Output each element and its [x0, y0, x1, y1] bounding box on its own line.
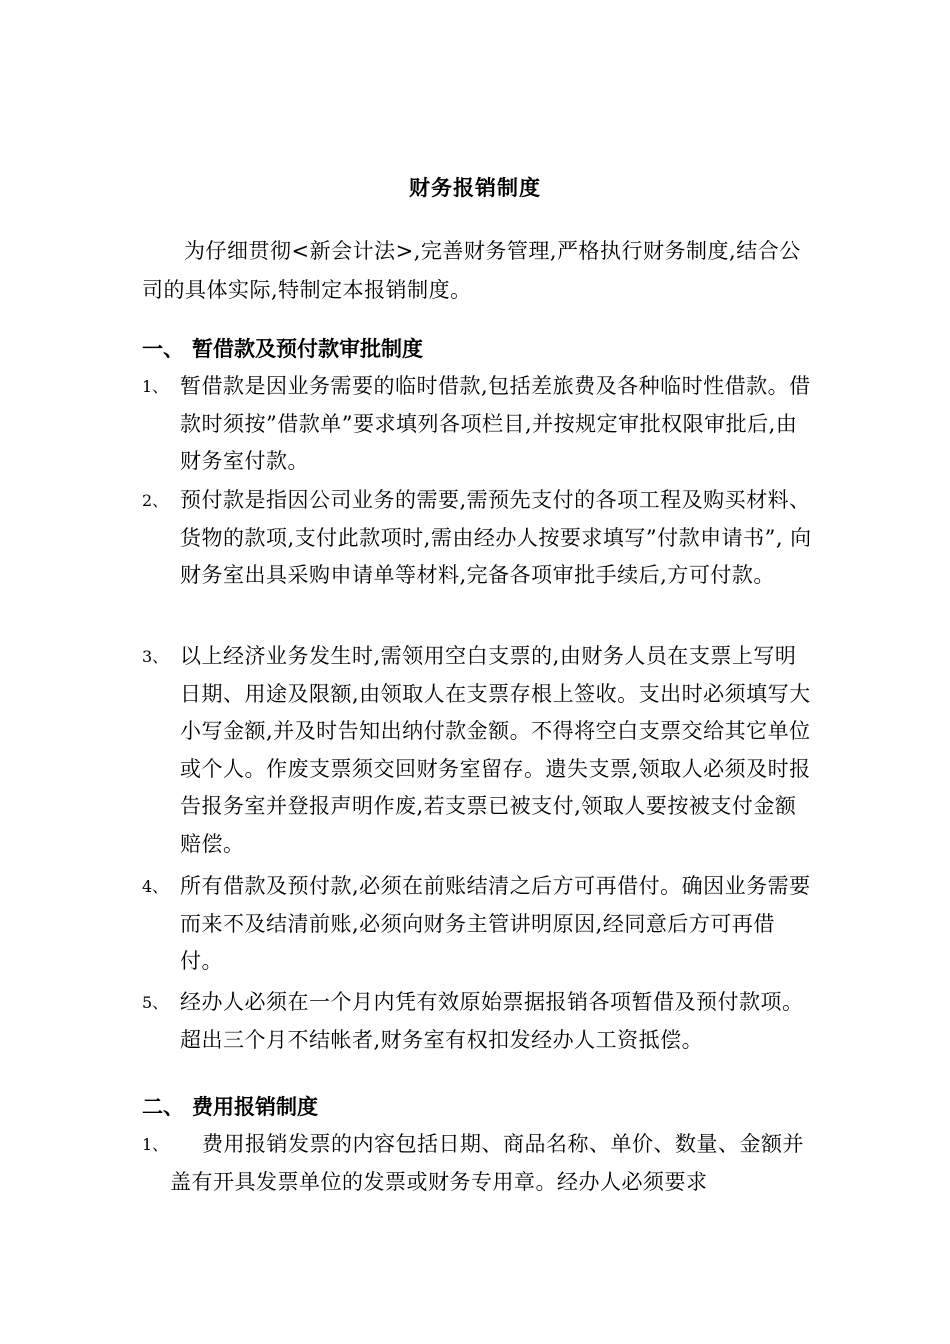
document-title: 财务报销制度 [409, 175, 541, 200]
item-number: 2、 [142, 491, 169, 510]
item-text: 暂借款是因业务需要的临时借款,包括差旅费及各种临时性借款。借款时须按”借款单”要求填列各项栏目,并按规定审批权限审批后,由财务室付款。 [180, 374, 811, 473]
list-item [142, 868, 812, 981]
list-item [142, 482, 812, 595]
list-item [142, 1126, 812, 1201]
section-title: 暂借款及预付款审批制度 [192, 336, 423, 361]
item-number: 4、 [142, 877, 169, 896]
section-number: 二、 [142, 1094, 184, 1119]
item-number: 5、 [142, 993, 169, 1012]
section-title: 费用报销制度 [192, 1094, 318, 1119]
item-number: 1、 [142, 1135, 169, 1154]
list-item [142, 638, 812, 863]
item-number: 1、 [142, 377, 169, 396]
section-heading-2 [142, 1092, 812, 1122]
list-item [142, 368, 812, 481]
item-text: 费用报销发票的内容包括日期、商品名称、单价、数量、金额并盖有开具发票单位的发票或财务专用章。经办人必须要求 [170, 1132, 804, 1194]
section-number: 一、 [142, 336, 184, 361]
list-item [142, 984, 812, 1059]
item-text: 以上经济业务发生时,需领用空白支票的,由财务人员在支票上写明日期、用途及限额,由领取人在支票存根上签收。支出时必须填写大小写金额,并及时告知出纳付款金额。不得将空白支票交给其它单位或个人。作废支票须交回财务室留存。遗失支票,领取人必须及时报告报务室并登报声明作废,若支票已被支付,领取人要按被支付金额赔偿。 [180, 644, 811, 856]
section-heading-1 [142, 334, 812, 364]
item-number: 3、 [142, 647, 169, 666]
item-text: 经办人必须在一个月内凭有效原始票据报销各项暂借及预付款项。超出三个月不结帐者,财务室有权扣发经办人工资抵偿。 [180, 990, 804, 1052]
intro-paragraph: 为仔细贯彻<新会计法>,完善财务管理,严格执行财务制度,结合公司的具体实际,特制定本报销制度。 [142, 239, 801, 302]
item-text: 预付款是指因公司业务的需要,需预先支付的各项工程及购买材料、货物的款项,支付此款项时,需由经办人按要求填写”付款申请书”, 向财务室出具采购申请单等材料,完备各项审批手续后,方可付款。 [180, 488, 812, 587]
item-text: 所有借款及预付款,必须在前账结清之后方可再借付。确因业务需要而来不及结清前账,必须向财务主管讲明原因,经同意后方可再借付。 [180, 874, 811, 973]
